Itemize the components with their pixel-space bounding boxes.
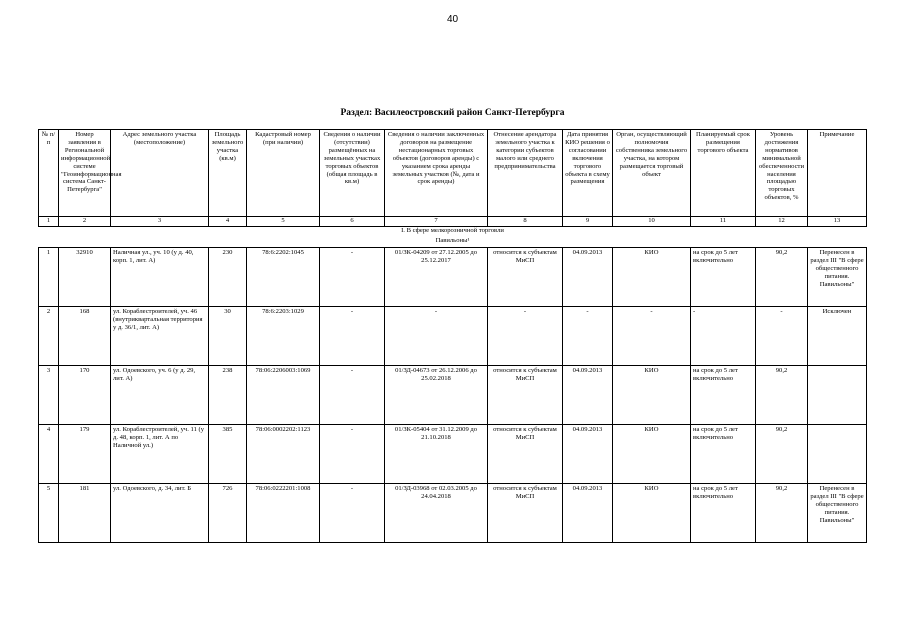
table-cell: 78:06:0222201:1008 <box>247 484 320 543</box>
table-cell: 90,2 <box>756 248 808 307</box>
page-number: 40 <box>446 14 459 25</box>
header-cell: № п/п <box>39 130 59 217</box>
table-cell: относится к субъектам МиСП <box>488 366 563 425</box>
table-cell: 168 <box>59 307 111 366</box>
table-cell: ул. Кораблестроителей, уч. 11 (у д. 48, корп. 1, лит. А по Наличной ул.) <box>111 425 209 484</box>
column-number: 2 <box>59 217 111 227</box>
table-cell: 04.09.2013 <box>563 484 613 543</box>
column-number: 11 <box>691 217 756 227</box>
table-cell: - <box>613 307 691 366</box>
table-cell: КИО <box>613 484 691 543</box>
column-number: 6 <box>320 217 385 227</box>
table-cell: на срок до 5 лет включительно <box>691 366 756 425</box>
table-cell: 01/ЗД-04673 от 26.12.2006 до 25.02.2018 <box>385 366 488 425</box>
table-cell: 230 <box>209 248 247 307</box>
table-cell: 181 <box>59 484 111 543</box>
header-cell: Отнесение арендатора земельного участка к категории субъектов малого или среднего предпринимательства <box>488 130 563 217</box>
table-cell: 385 <box>209 425 247 484</box>
table-cell: 170 <box>59 366 111 425</box>
table-cell: 2 <box>39 307 59 366</box>
table-cell: - <box>320 425 385 484</box>
header-cell: Уровень достижения нормативов минимальной обеспеченности населения площадью торговых объектов, % <box>756 130 808 217</box>
table-row <box>39 425 867 484</box>
header-cell: Планируемый срок размещения торгового объекта <box>691 130 756 217</box>
table-cell: - <box>385 307 488 366</box>
table-cell: Наличная ул., уч. 10 (у д. 40, корп. 1, лит. А) <box>111 248 209 307</box>
table-cell: на срок до 5 лет включительно <box>691 484 756 543</box>
header-cell: Дата принятия КИО решения о согласовании включения торгового объекта в схему размещения <box>563 130 613 217</box>
table-header <box>39 130 867 217</box>
subsection-heading: Павильоны¹ <box>435 237 470 244</box>
table-cell: Исключен <box>808 307 867 366</box>
header-cell: Примечание <box>808 130 867 217</box>
table-cell: КИО <box>613 425 691 484</box>
table-cell: - <box>320 307 385 366</box>
table-cell: относится к субъектам МиСП <box>488 248 563 307</box>
table-cell: 01/ЗК-04209 от 27.12.2005 до 25.12.2017 <box>385 248 488 307</box>
table-cell: 01/ЗД-03968 от 02.03.2005 до 24.04.2018 <box>385 484 488 543</box>
column-number: 5 <box>247 217 320 227</box>
column-number: 7 <box>385 217 488 227</box>
table-cell: 01/ЗК-05404 от 31.12.2009 до 21.10.2018 <box>385 425 488 484</box>
header-cell: Площадь земельного участка (кв.м) <box>209 130 247 217</box>
table-cell: - <box>563 307 613 366</box>
column-number: 10 <box>613 217 691 227</box>
table-cell: на срок до 5 лет включительно <box>691 248 756 307</box>
table-cell: относится к субъектам МиСП <box>488 425 563 484</box>
table-cell: 78:06:2206003:1069 <box>247 366 320 425</box>
subsection-heading-row <box>39 237 867 248</box>
table-cell: 5 <box>39 484 59 543</box>
section-heading-row <box>39 227 867 238</box>
header-cell: Сведения о наличии заключенных договоров на размещение нестационарных торговых объектов (договоров аренды) с указанием срока аренды земельных участков (№, дата и срок аренды) <box>385 130 488 217</box>
table-cell: относится к субъектам МиСП <box>488 484 563 543</box>
table-body <box>39 248 867 543</box>
table-cell: 78:06:0002202:1123 <box>247 425 320 484</box>
table-cell: на срок до 5 лет включительно <box>691 425 756 484</box>
table-cell: ул. Кораблестроителей, уч. 46 (внутриквартальная территория у д. 36/1, лит. А) <box>111 307 209 366</box>
column-number: 12 <box>756 217 808 227</box>
table-cell <box>808 366 867 425</box>
table-cell: Перенесен в раздел III "В сфере общественного питания. Павильоны" <box>808 248 867 307</box>
column-number: 1 <box>39 217 59 227</box>
table-cell: КИО <box>613 366 691 425</box>
table-cell: 179 <box>59 425 111 484</box>
column-number: 9 <box>563 217 613 227</box>
column-number: 8 <box>488 217 563 227</box>
table-cell: - <box>320 248 385 307</box>
table-row <box>39 484 867 543</box>
table-cell: - <box>320 484 385 543</box>
table-cell: 90,2 <box>756 366 808 425</box>
table-cell: 90,2 <box>756 425 808 484</box>
table-cell: - <box>320 366 385 425</box>
column-number: 13 <box>808 217 867 227</box>
table-cell: 04.09.2013 <box>563 366 613 425</box>
table-row <box>39 366 867 425</box>
table-cell: ул. Одоевского, д. 34, лит. Б <box>111 484 209 543</box>
register-table <box>38 129 867 543</box>
table-cell: 4 <box>39 425 59 484</box>
table-cell: - <box>756 307 808 366</box>
table-cell <box>808 425 867 484</box>
table-row <box>39 248 867 307</box>
table-cell: 726 <box>209 484 247 543</box>
table-cell: ул. Одоевского, уч. 6 (у д. 29, лит. А) <box>111 366 209 425</box>
table-cell: 04.09.2013 <box>563 425 613 484</box>
section-heading: I. В сфере мелкорозничной торговли <box>401 227 504 234</box>
table-cell: 1 <box>39 248 59 307</box>
table-cell: КИО <box>613 248 691 307</box>
table-cell: 3 <box>39 366 59 425</box>
table-cell: 04.09.2013 <box>563 248 613 307</box>
header-cell: Сведения о наличии (отсутствии) размещённых на земельных участках торговых объектов (общая площадь в кв.м) <box>320 130 385 217</box>
header-cell: Кадастровый номер (при наличии) <box>247 130 320 217</box>
header-cell: Адрес земельного участка (местоположение) <box>111 130 209 217</box>
table-cell: 30 <box>209 307 247 366</box>
column-number-row <box>39 217 867 227</box>
table-cell: 32910 <box>59 248 111 307</box>
table-cell: 90,2 <box>756 484 808 543</box>
table-cell: 78:6:2203:1029 <box>247 307 320 366</box>
table-row <box>39 307 867 366</box>
table-cell: Перенесен в раздел III "В сфере общественного питания. Павильоны" <box>808 484 867 543</box>
header-cell: Номер заявления в Региональной информационной системе "Геоинформационная система Санкт-Петербурга" <box>59 130 111 217</box>
column-number: 3 <box>111 217 209 227</box>
header-cell: Орган, осуществляющий полномочия собственника земельного участка, на котором размещается торговый объект <box>613 130 691 217</box>
table-cell: - <box>691 307 756 366</box>
section-title: Раздел: Василеостровский район Санкт-Петербурга <box>340 108 565 118</box>
table-cell: 78:6:2202:1045 <box>247 248 320 307</box>
column-number: 4 <box>209 217 247 227</box>
table-cell: 238 <box>209 366 247 425</box>
table-cell: - <box>488 307 563 366</box>
